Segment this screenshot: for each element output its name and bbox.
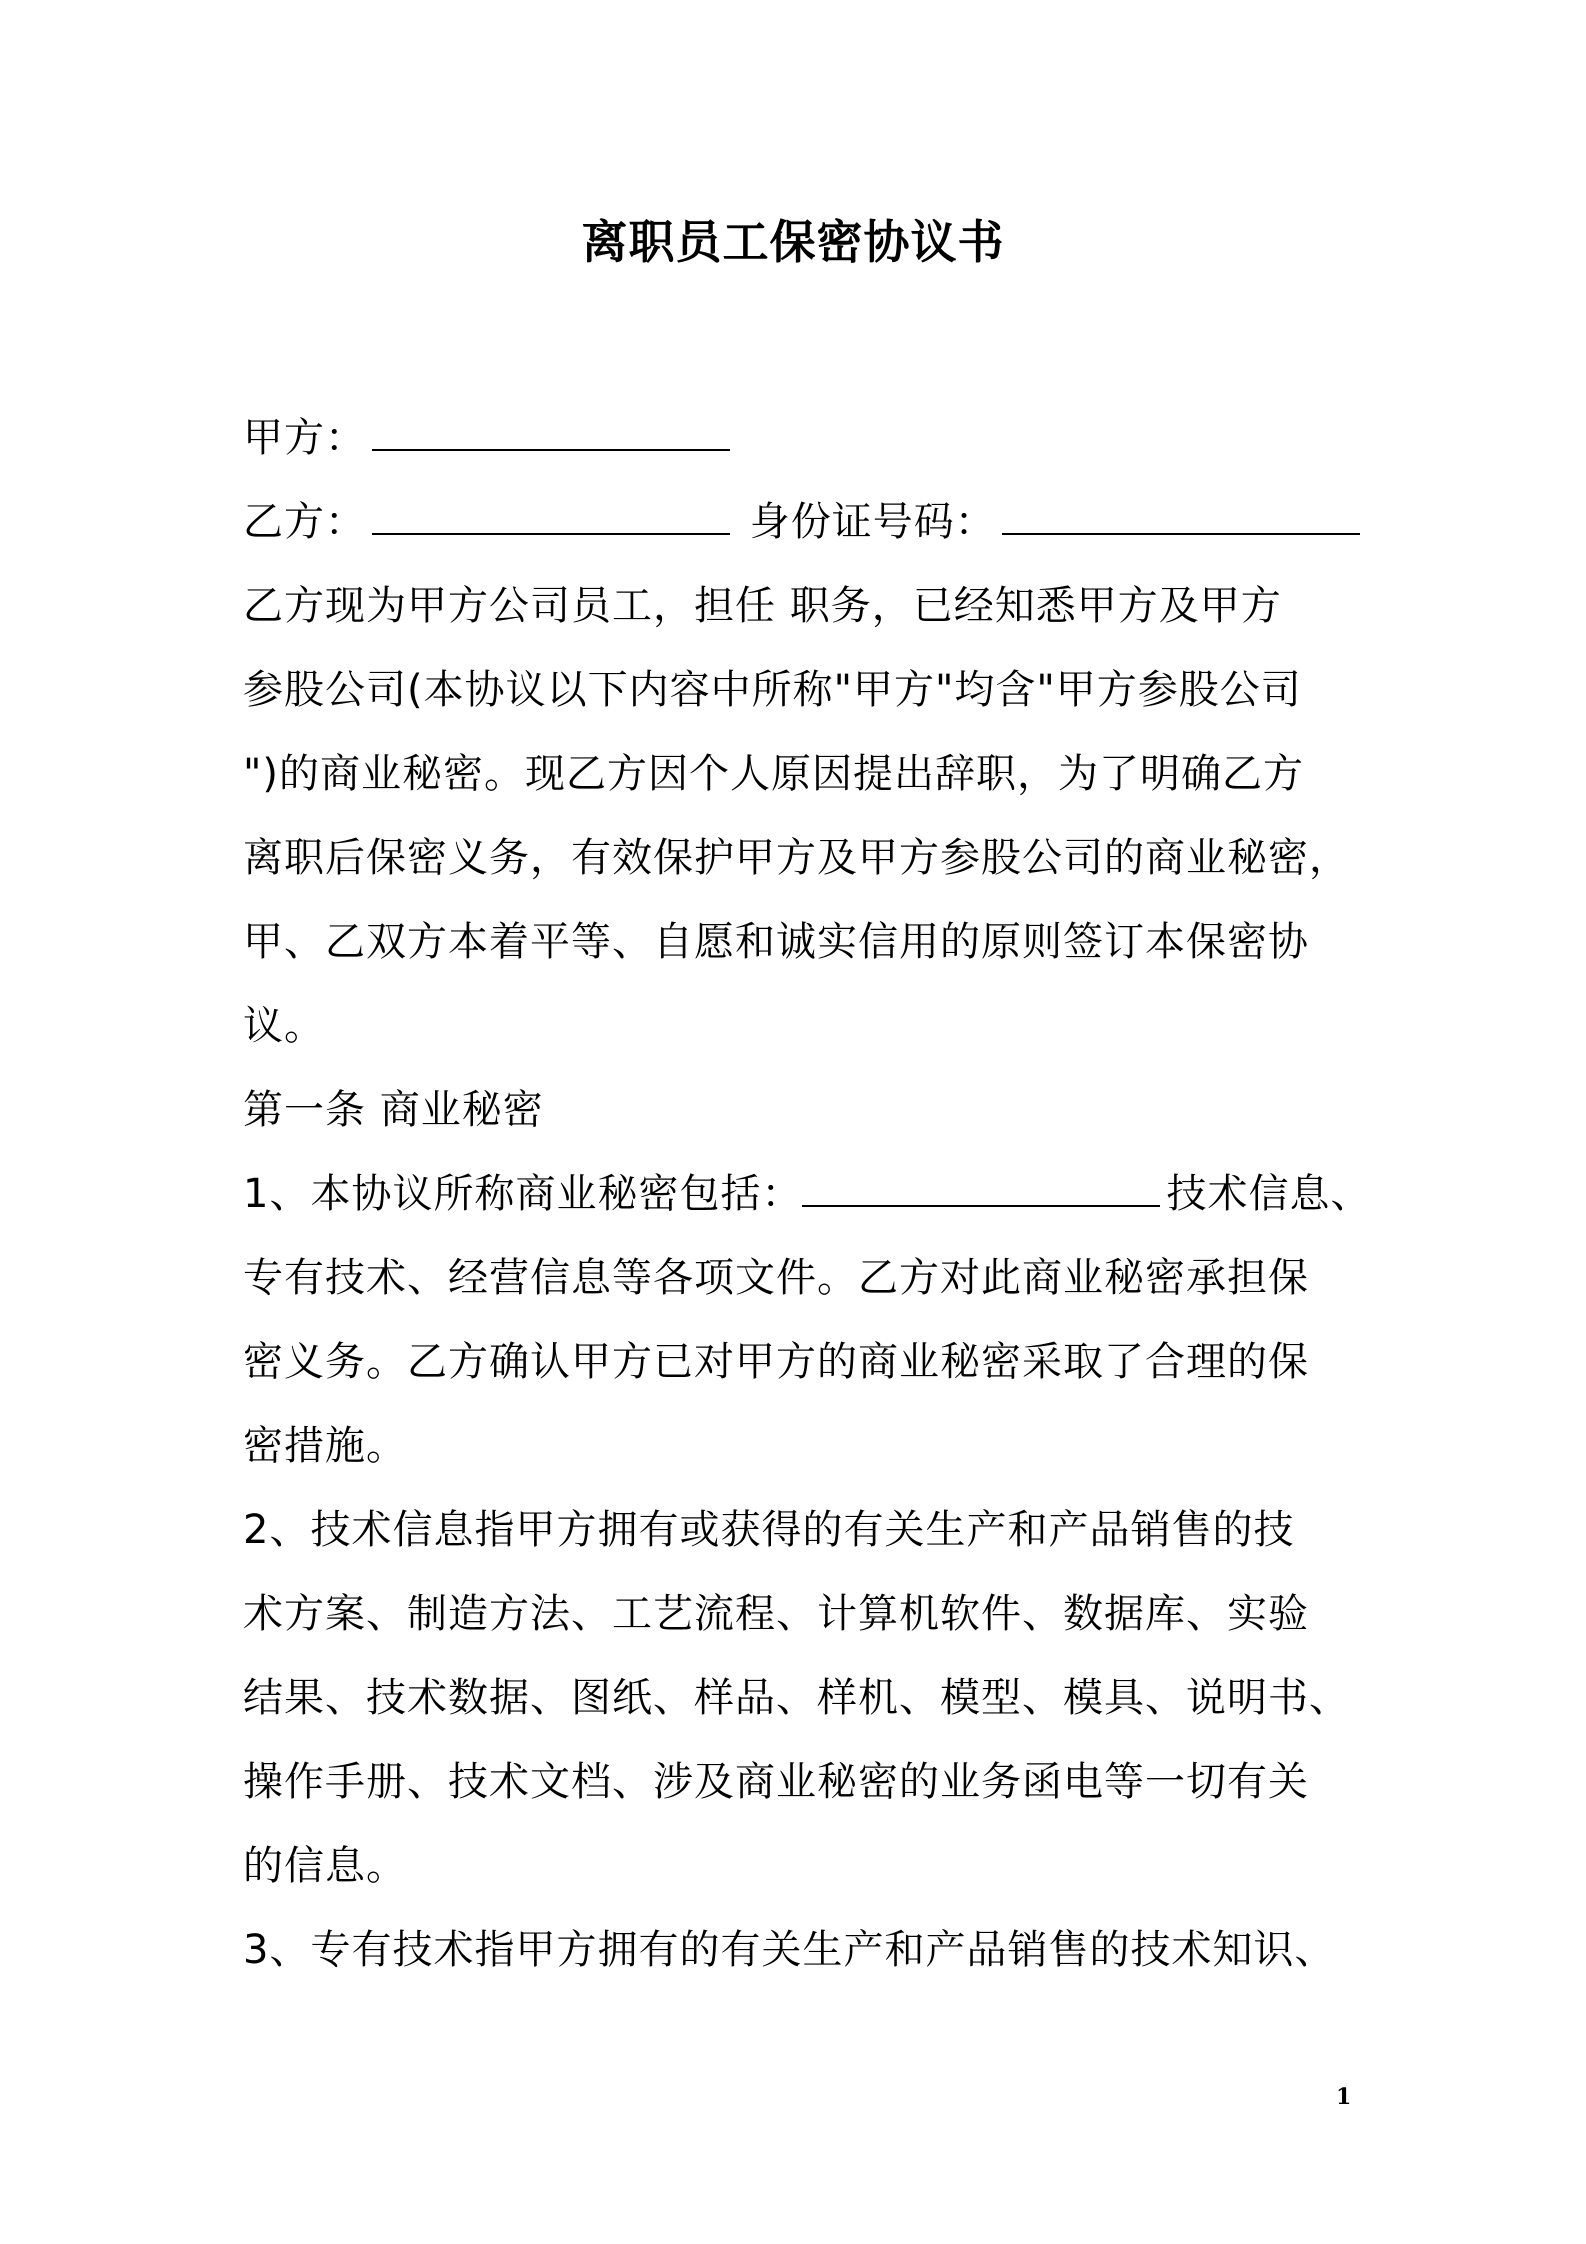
item-2-line: 操作手册、技术文档、涉及商业秘密的业务函电等一切有关 — [243, 1759, 1309, 1805]
page-number: 1 — [1336, 2084, 1352, 2110]
agreement-body — [243, 564, 1372, 1992]
item-1-line — [243, 1152, 1372, 1236]
id-number-label: 身份证号码： — [749, 499, 996, 545]
intro-line: 参股公司(本协议以下内容中所称"甲方"均含"甲方参股公司 — [243, 667, 1302, 713]
parties-block — [243, 396, 1355, 564]
intro-line: 离职后保密义务，有效保护甲方及甲方参股公司的商业秘密， — [243, 835, 1350, 881]
party-b-label: 乙方： — [243, 499, 366, 545]
trade-secret-blank[interactable] — [802, 1175, 1160, 1207]
intro-line: 乙方现为甲方公司员工，担任 职务，已经知悉甲方及甲方 — [243, 583, 1282, 629]
intro-line: 甲、乙双方本着平等、自愿和诚实信用的原则签订本保密协 — [243, 919, 1309, 965]
party-a-label: 甲方： — [243, 415, 366, 461]
document-title: 离职员工保密协议书 — [581, 215, 1005, 269]
item-1-line: 专有技术、经营信息等各项文件。乙方对此商业秘密承担保 — [243, 1255, 1309, 1301]
party-b-blank[interactable] — [372, 503, 730, 535]
article-heading: 第一条 商业秘密 — [243, 1087, 544, 1133]
party-a-line — [243, 396, 1355, 480]
item-2-line: 的信息。 — [243, 1843, 407, 1889]
item-3-line: 3、专有技术指甲方拥有的有关生产和产品销售的技术知识、 — [243, 1927, 1336, 1973]
item-1-line: 密措施。 — [243, 1423, 407, 1469]
party-b-line — [243, 480, 1355, 564]
party-a-blank[interactable] — [372, 419, 730, 451]
item-1-suffix: 技术信息、 — [1166, 1171, 1372, 1217]
item-1-line: 密义务。乙方确认甲方已对甲方的商业秘密采取了合理的保 — [243, 1339, 1309, 1385]
item-2-line: 2、技术信息指甲方拥有或获得的有关生产和产品销售的技 — [243, 1507, 1295, 1553]
intro-line: ")的商业秘密。现乙方因个人原因提出辞职，为了明确乙方 — [243, 751, 1305, 797]
intro-line: 议。 — [243, 1003, 325, 1049]
item-2-line: 结果、技术数据、图纸、样品、样机、模型、模具、说明书、 — [243, 1675, 1350, 1721]
item-1-prefix: 1、本协议所称商业秘密包括： — [243, 1171, 803, 1217]
id-number-blank[interactable] — [1002, 503, 1360, 535]
item-2-line: 术方案、制造方法、工艺流程、计算机软件、数据库、实验 — [243, 1591, 1309, 1637]
